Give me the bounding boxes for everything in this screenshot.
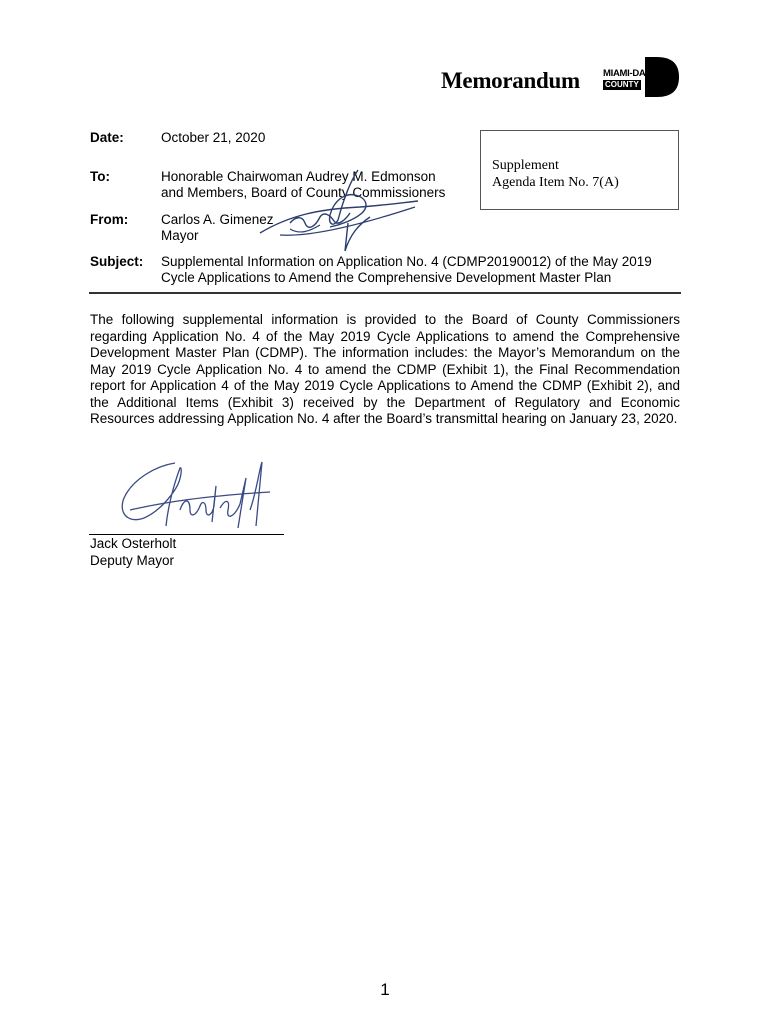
signer-block xyxy=(90,536,176,569)
date-value: October 21, 2020 xyxy=(161,130,266,145)
to-line-2: and Members, Board of County Commissioners xyxy=(161,185,446,200)
logo-text-miami-dade: MIAMI-DADE xyxy=(603,68,659,79)
date-label: Date: xyxy=(90,130,124,145)
to-line-1: Honorable Chairwoman Audrey M. Edmonson xyxy=(161,169,436,184)
logo-text-county: COUNTY xyxy=(605,80,639,89)
header-divider xyxy=(89,292,681,294)
agenda-item-box xyxy=(480,130,679,210)
subject-text xyxy=(161,254,652,286)
from-label: From: xyxy=(90,212,129,227)
mayor-signature xyxy=(250,165,430,255)
signer-name: Jack Osterholt xyxy=(90,536,177,551)
from-line-2: Mayor xyxy=(161,228,199,243)
body-paragraph: The following supplemental information is provided to the Board of County Commissioners regarding Application No. 4 of the May 2019 Cycle Applications to amend the Comprehensive Development Master Plan (CDMP). The information includes: the Mayor’s Memorandum on the May 2019 Cycle Application No. 4 to amend the CDMP (Exhibit 1), the Final Recommendation report for Application 4 of the May 2019 Cycle Applications to Amend the CDMP (Exhibit 2), and the Additional Items (Exhibit 3) received by the Department of Regulatory and Economic Resources addressing Application No. 4 after the Board’s transmittal hearing on January 23, 2020. xyxy=(90,312,680,426)
agenda-supplement: Supplement xyxy=(492,158,559,173)
subject-label: Subject: xyxy=(90,254,144,269)
signature-line xyxy=(89,534,284,535)
subject-line-1: Supplemental Information on Application No. 4 (CDMP20190012) of the May 2019 xyxy=(161,254,652,269)
signer-title: Deputy Mayor xyxy=(90,552,175,568)
subject-line-2: Cycle Applications to Amend the Comprehensive Development Master Plan xyxy=(161,270,612,285)
agenda-item-number: Agenda Item No. 7(A) xyxy=(492,175,619,190)
page-number: 1 xyxy=(380,980,390,999)
memo-title: Memorandum xyxy=(441,68,580,93)
from-line-1: Carlos A. Gimenez xyxy=(161,212,274,227)
to-label: To: xyxy=(90,169,110,184)
deputy-mayor-signature xyxy=(110,458,280,536)
miami-dade-logo xyxy=(601,57,679,97)
